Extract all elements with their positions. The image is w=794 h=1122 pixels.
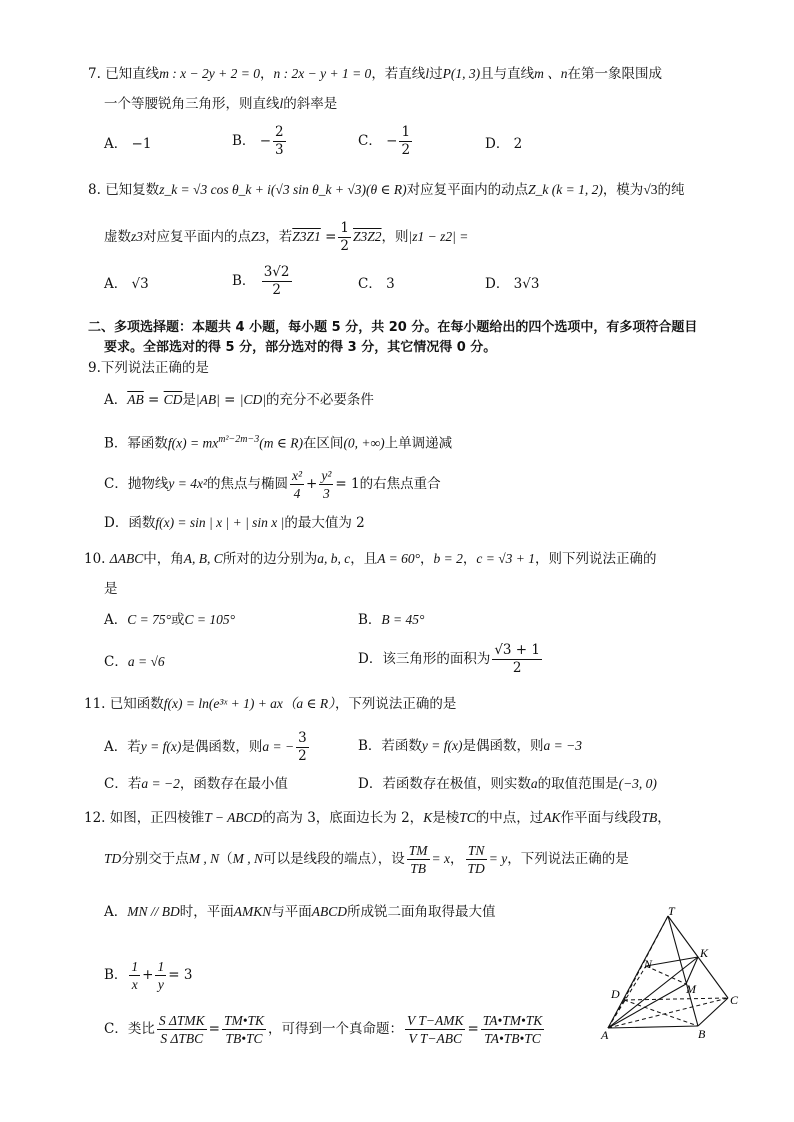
- q8-option-c[interactable]: [358, 274, 395, 294]
- denominator: 3: [275, 142, 284, 158]
- denominator: TB: [410, 861, 427, 876]
- equals-one: = 1: [335, 476, 360, 492]
- q7-text: 在第一象限围成: [567, 66, 662, 82]
- angle-value: C = 105°: [184, 612, 236, 627]
- q12-option-c[interactable]: [104, 1012, 546, 1047]
- q7-option-a[interactable]: [104, 134, 151, 154]
- abs-cd: |CD|: [239, 392, 266, 407]
- q10-stem-line2: 是: [104, 581, 118, 597]
- abs-ab: |AB|: [195, 392, 220, 407]
- numerator: TA•TM•TK: [482, 1013, 543, 1028]
- denominator: S ΔTBC: [160, 1031, 204, 1046]
- abs-expression: |z1 − z2| =: [408, 229, 469, 244]
- option-value: 3: [386, 276, 395, 292]
- denominator: 2: [298, 748, 307, 764]
- option-label: B．: [232, 133, 256, 149]
- side-c: c = √3 + 1: [476, 551, 535, 566]
- q9-text: 在区间: [302, 435, 344, 452]
- q7-option-d[interactable]: [485, 134, 522, 154]
- q9-stem: [88, 358, 209, 378]
- label-n: N: [644, 957, 653, 971]
- parallel-condition: MN // BD: [127, 904, 180, 919]
- option-value: −1: [131, 136, 152, 152]
- q10-text: ，则下列说法正确的: [534, 551, 657, 567]
- label-a: A: [601, 1028, 609, 1040]
- q10-text: 所对的边分别为: [222, 551, 318, 567]
- q12-text: 的中点，过: [475, 810, 544, 826]
- ln-function: f(x) = ln(e³ˣ + 1) + ax: [163, 696, 283, 711]
- segment-td: TD: [104, 851, 122, 866]
- plane-abcd: ABCD: [311, 904, 348, 919]
- q12-text: ，可得到一个真命题：: [267, 1021, 403, 1037]
- vector-ab: $\overline{AB}$: [127, 392, 144, 407]
- fraction: [492, 642, 542, 677]
- denominator: 2: [512, 660, 522, 676]
- denominator: 2: [401, 142, 411, 158]
- q10-text: ，: [419, 551, 434, 567]
- q7-option-c[interactable]: [358, 124, 414, 159]
- m-in-r: (m ∈ R): [259, 435, 303, 451]
- option-label: B．: [232, 273, 256, 289]
- q11-text: 已知函数: [109, 696, 164, 712]
- denominator: y: [157, 977, 164, 992]
- q8-stem-line1: [88, 180, 684, 200]
- equals-x: = x: [431, 851, 451, 866]
- q9-option-b[interactable]: [104, 430, 452, 454]
- q9-text: 的焦点与椭圆: [207, 476, 288, 492]
- q11-text: ，函数存在最小值: [179, 776, 288, 792]
- modulus-value: √3: [643, 182, 658, 197]
- option-label: D．: [485, 276, 510, 292]
- option-label: C．: [358, 276, 382, 292]
- numerator: y²: [321, 468, 332, 483]
- q11-option-d[interactable]: [358, 774, 657, 794]
- fraction: [296, 730, 309, 765]
- denominator: TB•TC: [225, 1031, 263, 1046]
- q8-text: ，模为: [602, 182, 644, 198]
- q9-text: 的充分不必要条件: [265, 392, 374, 408]
- option-value: 3√3: [513, 276, 540, 292]
- line-ac: [608, 998, 728, 1028]
- q7-text: 已知直线: [105, 66, 160, 82]
- equals: =: [208, 1021, 220, 1037]
- pyramid-name: T − ABCD: [204, 810, 263, 825]
- option-label: A．: [104, 612, 128, 628]
- numerator: TM: [408, 843, 428, 858]
- function-y: y = f(x): [140, 739, 182, 754]
- fraction: [407, 842, 430, 877]
- fraction: [262, 264, 292, 299]
- angles: A, B, C: [183, 551, 223, 566]
- equals-y: = y: [488, 851, 508, 866]
- q12-text: 可以是线段的端点），设: [263, 851, 405, 867]
- denominator: 4: [293, 486, 301, 501]
- q7-text: 且与直线: [480, 66, 535, 82]
- q7-number: 7.: [88, 66, 101, 82]
- option-label: A．: [104, 136, 128, 152]
- side-value: a = √6: [127, 654, 165, 669]
- option-value: 2: [513, 136, 523, 152]
- fraction: [405, 1012, 466, 1047]
- q12-text: ，: [450, 851, 464, 867]
- q12-text: 的高为 3，底面边长为 2，: [262, 810, 424, 826]
- denominator: TD: [467, 861, 485, 876]
- angle-value: B = 45°: [381, 612, 425, 627]
- q8-number: 8.: [88, 182, 101, 198]
- line-ak: AK: [543, 810, 561, 825]
- q8-text: ，若: [265, 229, 293, 245]
- label-c: C: [730, 993, 739, 1007]
- numerator: x²: [292, 468, 303, 483]
- line-m-equation: m : x − 2y + 2 = 0: [159, 66, 260, 81]
- numerator: 1: [401, 124, 411, 140]
- option-label: C．抛物线: [104, 476, 169, 492]
- interval: (−3, 0): [618, 776, 657, 791]
- equals: =: [325, 229, 337, 245]
- fraction: [129, 958, 140, 993]
- label-m: M: [686, 982, 696, 996]
- q8-text: 对应复平面内的点: [143, 229, 252, 245]
- q12-text: ，: [657, 810, 671, 826]
- q10-option-a[interactable]: [104, 610, 235, 630]
- denominator: 2: [272, 282, 281, 298]
- q12-option-b[interactable]: [104, 958, 192, 993]
- q9-text: 上单调递减: [384, 435, 453, 452]
- sine-function: f(x) = sin | x | + | sin x |: [155, 515, 285, 530]
- fraction: [155, 958, 166, 993]
- equals: =: [148, 392, 160, 408]
- a-value: a = −3: [543, 738, 582, 753]
- option-label: A．: [104, 392, 128, 408]
- angle-value: C = 75°: [127, 612, 172, 627]
- a-value: a = −2: [141, 776, 180, 791]
- q7-text: 过: [429, 66, 443, 82]
- sides: a, b, c: [317, 551, 351, 566]
- q12-text: 是棱: [432, 810, 460, 826]
- q12-option-a[interactable]: [104, 902, 496, 922]
- power-function: f(x) = mx: [167, 435, 219, 451]
- q7-comma: ，: [260, 66, 274, 82]
- triangle-abc: ΔABC: [109, 551, 144, 566]
- q10-number: 10.: [84, 551, 106, 567]
- q12-stem-line1: [84, 808, 671, 828]
- numerator: V T−AMK: [406, 1013, 464, 1028]
- option-label: D．若函数存在极值，则实数: [358, 776, 531, 792]
- vector-z3z2: Z3Z2: [353, 229, 382, 244]
- option-label: B．: [358, 612, 382, 628]
- q7-text: ，若直线: [371, 66, 426, 82]
- denominator: V T−ABC: [408, 1031, 462, 1046]
- option-label: A．若: [104, 739, 141, 755]
- option-label: C．: [104, 654, 128, 670]
- q7-text: 的斜率是: [283, 96, 338, 112]
- option-label: C．类比: [104, 1021, 155, 1037]
- label-d: D: [611, 987, 620, 1001]
- equals-three: = 3: [168, 967, 193, 983]
- minus-sign: −: [259, 133, 272, 149]
- q11-stem: [84, 694, 456, 714]
- function-y: y = f(x): [421, 738, 463, 753]
- q12-number: 12.: [84, 810, 106, 826]
- q10-text: 中，角: [143, 551, 184, 567]
- minus-sign: −: [386, 133, 398, 149]
- fraction: [466, 842, 487, 877]
- q8-option-d[interactable]: [485, 274, 539, 294]
- q8-text: 虚数: [104, 229, 131, 245]
- angle-a: A = 60°: [377, 551, 420, 566]
- denominator: x: [131, 977, 138, 992]
- fraction: [222, 1012, 266, 1047]
- line-l-symbol: l: [279, 96, 284, 111]
- q9-option-d[interactable]: [104, 513, 365, 533]
- option-label: D．该三角形的面积为: [358, 651, 491, 667]
- label-t: T: [668, 906, 675, 918]
- option-value: √3: [131, 276, 149, 292]
- label-k: K: [700, 946, 709, 960]
- line-nk: [646, 957, 698, 966]
- q7-stem-line1: [88, 64, 662, 84]
- numerator: 2: [275, 124, 284, 140]
- line-n-equation: n : 2x − y + 1 = 0: [273, 66, 372, 81]
- line-l-symbol: l: [425, 66, 430, 81]
- q12-text: 时，平面: [179, 904, 234, 920]
- q9-option-a[interactable]: [104, 390, 374, 410]
- option-label: B．: [104, 967, 128, 983]
- points-mn: M , N: [232, 851, 264, 866]
- numerator: 1: [340, 220, 350, 236]
- plus: +: [306, 476, 318, 492]
- q9-text: 的右焦点重合: [359, 476, 441, 492]
- option-label: D．: [485, 136, 510, 152]
- numerator: √3 + 1: [494, 642, 541, 658]
- q11-text: 是偶函数，则: [462, 738, 544, 754]
- a-value: a = −: [262, 739, 295, 754]
- q11-number: 11.: [84, 696, 106, 712]
- equals: =: [467, 1021, 479, 1037]
- edge-tc: TC: [459, 810, 476, 825]
- point-p: P(1, 3): [442, 66, 481, 81]
- lines-m-n: m 、n: [534, 66, 568, 81]
- denominator: 3: [323, 486, 330, 501]
- q10-option-d[interactable]: [358, 642, 544, 677]
- numerator: 1: [131, 959, 139, 974]
- q9-number: 9.: [88, 360, 101, 376]
- q12-stem-line2: [104, 842, 629, 877]
- q9-text: 的最大值为 2: [284, 515, 365, 531]
- a-symbol: a: [530, 776, 538, 791]
- option-label: B．幂函数: [104, 435, 168, 452]
- option-label: C．若: [104, 776, 142, 792]
- denominator: 2: [340, 238, 350, 254]
- q11-text: 的取值范围是: [537, 776, 619, 792]
- option-label: A．: [104, 276, 128, 292]
- complex-expression: z_k = √3 cos θ_k + i(√3 sin θ_k + √3)(θ ∈ R): [159, 182, 407, 197]
- point-z3: Z3: [251, 229, 266, 244]
- numerator: TN: [466, 842, 487, 860]
- q11-text: ，下列说法正确的是: [334, 696, 457, 712]
- option-label: A．: [104, 904, 128, 920]
- fraction: [481, 1012, 544, 1047]
- equals: =: [224, 392, 236, 408]
- points-mn: M , N: [188, 851, 220, 866]
- fraction: [273, 124, 286, 159]
- section2-header-line2: 要求。全部选对的得 5 分，部分选对的得 3 分，其它情况得 0 分。: [104, 340, 497, 355]
- q7-text: 一个等腰锐角三角形，则直线: [104, 96, 280, 112]
- q8-text: ，则: [381, 229, 409, 245]
- q12-text: （: [219, 851, 233, 867]
- q12-text: ，下列说法正确的是: [507, 851, 629, 867]
- interval: (0, +∞): [343, 435, 385, 451]
- plane-amkn: AMKN: [233, 904, 272, 919]
- q11-text: 是偶函数，则: [181, 739, 263, 755]
- q7-option-b[interactable]: [232, 124, 288, 159]
- q10-text: ，且: [350, 551, 378, 567]
- or-word: 或: [171, 612, 185, 628]
- q10-stem-line1: [84, 549, 656, 569]
- q12-text: 分别交于点: [121, 851, 189, 867]
- section2-header-line1: 二、多项选择题：本题共 4 小题，每小题 5 分，共 20 分。在每小题给出的四个选项中，有多项符合题目: [88, 320, 698, 335]
- side-b: b = 2: [433, 551, 463, 566]
- q11-option-c[interactable]: [104, 774, 288, 794]
- exponent: m²−2m−3: [218, 434, 260, 445]
- q8-stem-line2: [104, 220, 468, 255]
- numerator: 3: [298, 730, 307, 746]
- edge-ab: [608, 1026, 698, 1028]
- q8-text: 的纯: [657, 182, 685, 198]
- q8-text: 已知复数: [105, 182, 160, 198]
- q9-text: 是: [182, 392, 196, 408]
- q11-option-a[interactable]: [104, 730, 311, 765]
- moving-point: Z_k (k = 1, 2): [528, 182, 603, 197]
- q10-text: ，: [462, 551, 477, 567]
- q12-text: 如图，正四棱锥: [109, 810, 205, 826]
- q11-option-b[interactable]: [358, 736, 582, 756]
- numerator: 1: [157, 959, 165, 974]
- option-label: B．若函数: [358, 738, 422, 754]
- q12-text: 与平面: [271, 904, 312, 920]
- fraction: [338, 220, 351, 255]
- vector-cd: $\overline{CD}$: [163, 392, 183, 407]
- q9-option-c[interactable]: [104, 467, 441, 502]
- q12-text: 作平面与线段: [560, 810, 642, 826]
- fraction: [319, 467, 333, 502]
- pyramid-figure: [598, 906, 748, 1040]
- fraction: [290, 467, 304, 502]
- q10-option-c[interactable]: [104, 652, 165, 672]
- q12-text: 所成锐二面角取得最大值: [347, 904, 496, 920]
- line-ak: [608, 957, 698, 1028]
- q10-option-b[interactable]: [358, 610, 424, 630]
- label-b: B: [698, 1027, 706, 1040]
- numerator: TM•TK: [223, 1013, 264, 1028]
- vector-z3z1: Z3Z1: [292, 229, 321, 244]
- numerator: 3√2: [263, 264, 290, 280]
- denominator: TA•TB•TC: [484, 1031, 541, 1046]
- numerator: S ΔTMK: [158, 1013, 205, 1028]
- z3-symbol: z3: [131, 229, 144, 244]
- point-k: K: [423, 810, 433, 825]
- q8-option-b[interactable]: [232, 264, 294, 299]
- q7-stem-line2: [104, 94, 337, 114]
- a-in-r: （a ∈ R）: [282, 696, 335, 711]
- option-label: C．: [358, 133, 382, 149]
- plus: +: [142, 967, 154, 983]
- segment-tb: TB: [641, 810, 658, 825]
- q9-text: 下列说法正确的是: [100, 360, 209, 376]
- option-label: D．函数: [104, 515, 156, 531]
- parabola: y = 4x²: [168, 476, 207, 491]
- q8-text: 对应复平面内的动点: [406, 182, 529, 198]
- edge-dc: [624, 998, 728, 1000]
- fraction: [399, 124, 412, 159]
- fraction: [157, 1012, 207, 1047]
- q8-option-a[interactable]: [104, 274, 149, 294]
